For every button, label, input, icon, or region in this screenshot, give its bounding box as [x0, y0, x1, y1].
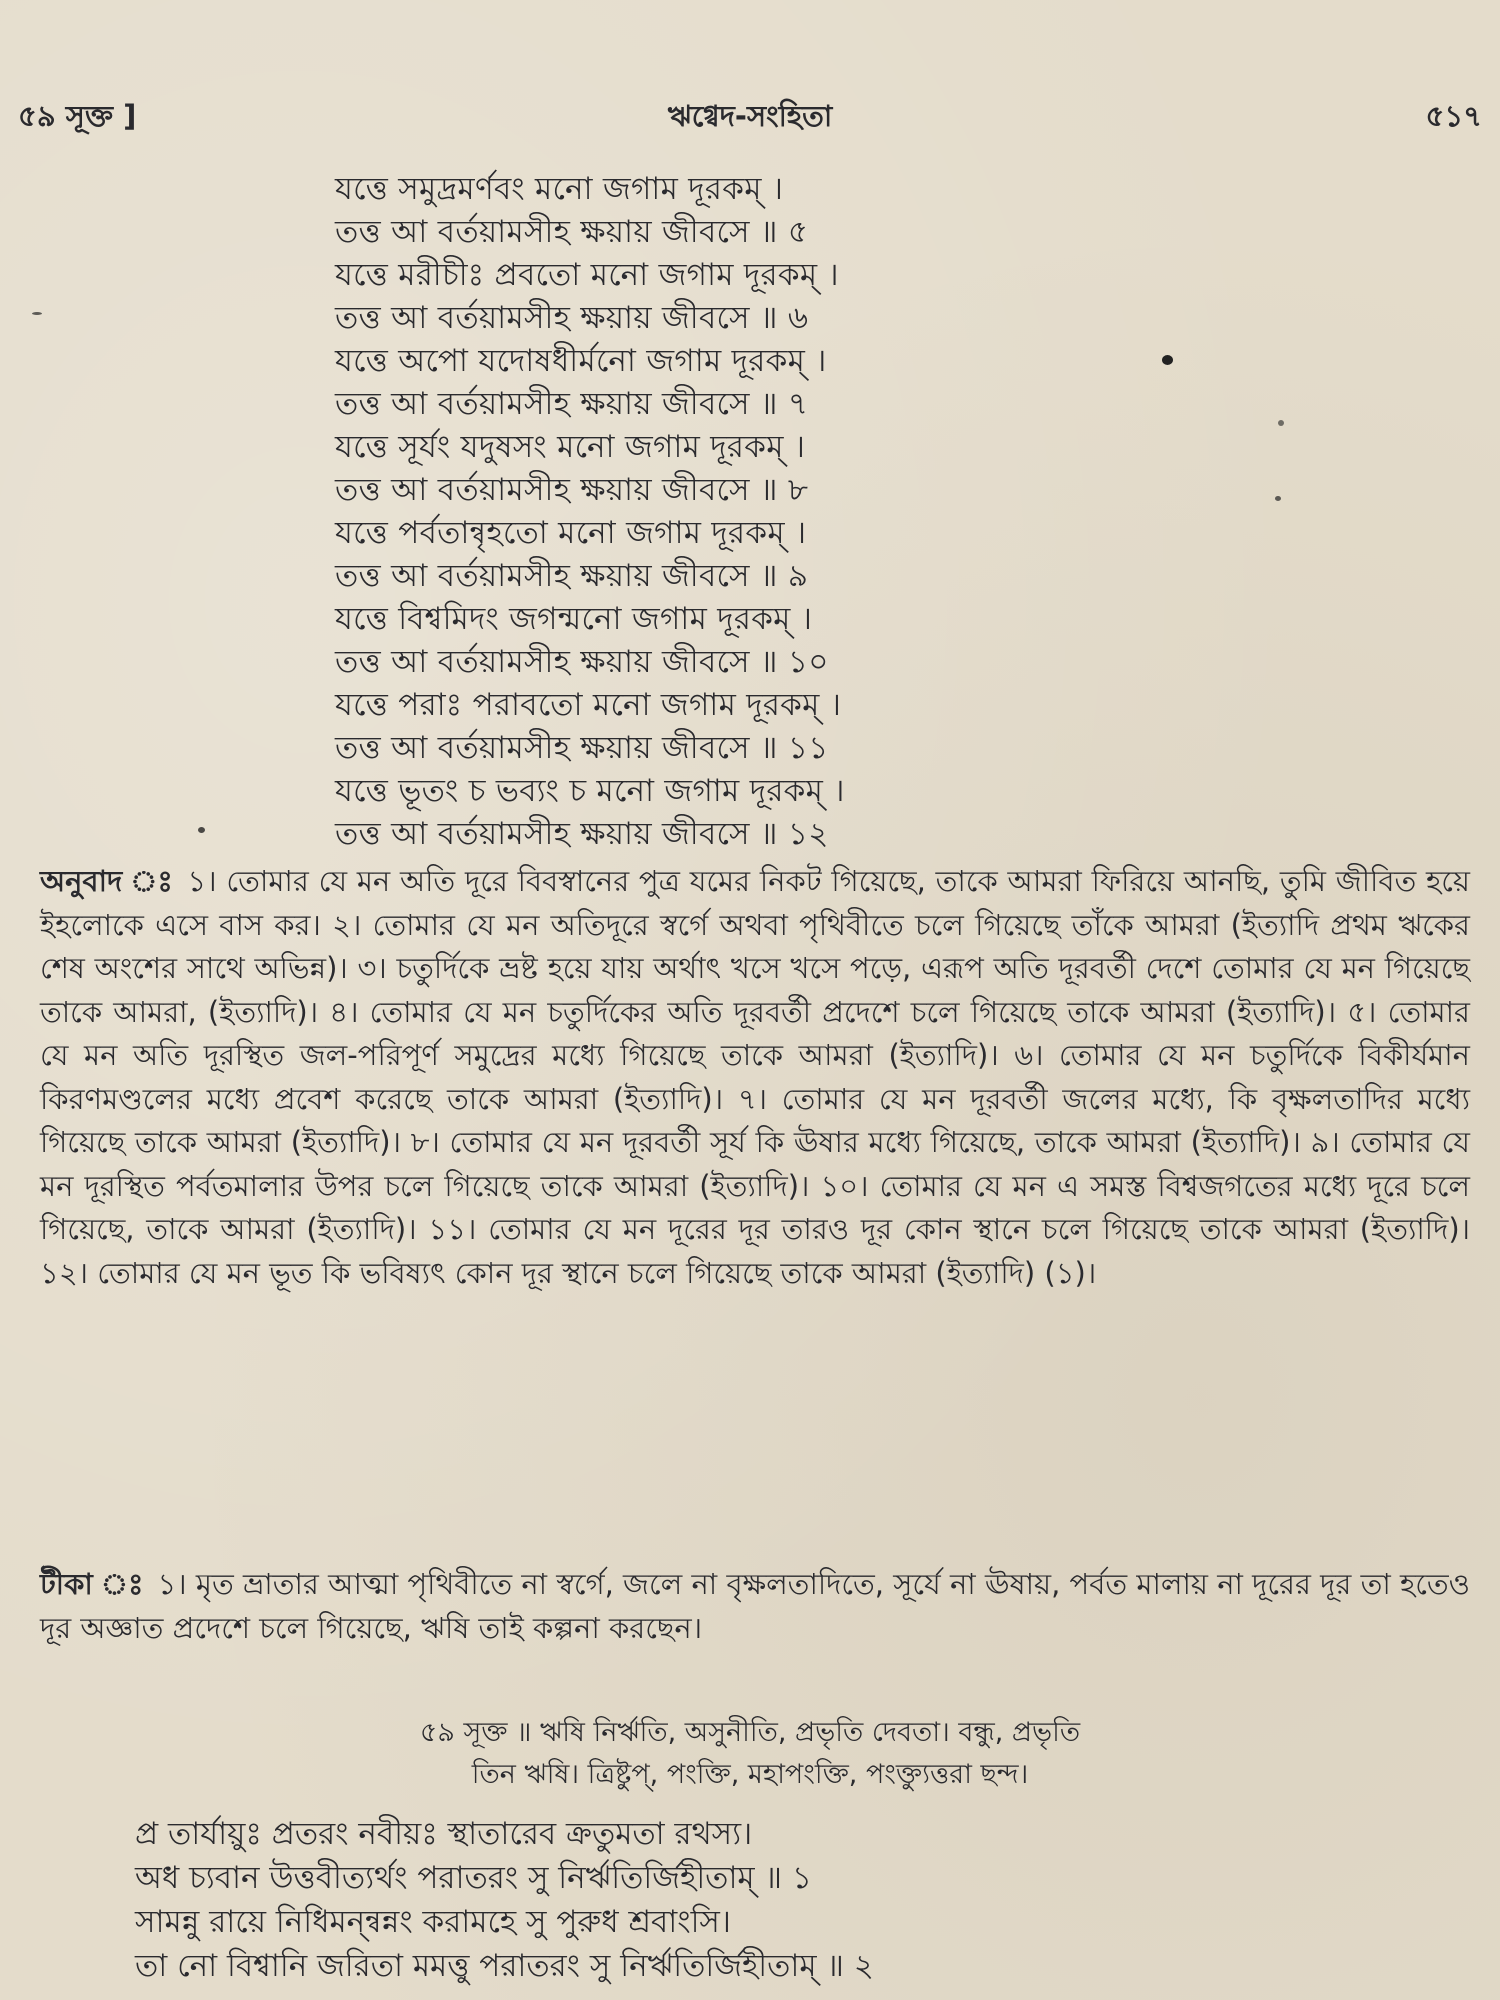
running-header	[18, 88, 1482, 138]
verse-line: যত্তে পরাঃ পরাবতো মনো জগাম দূরকম্ ।	[335, 687, 842, 723]
translation-label: অনুবাদ ঃ	[40, 864, 174, 898]
ink-speck	[32, 312, 42, 315]
verse-line: তত্ত আ বর্তয়ামসীহ ক্ষয়ায় জীবসে ॥ ৫	[335, 214, 809, 250]
ink-speck	[198, 827, 205, 833]
mantra-line: প্র তার্যায়ুঃ প্রতরং নবীয়ঃ স্থাতারেব ক্রতুমতা রথস্য।	[135, 1816, 753, 1852]
verse-line: তত্ত আ বর্তয়ামসীহ ক্ষয়ায় জীবসে ॥ ১০	[335, 644, 829, 680]
verse-line: তত্ত আ বর্তয়ামসীহ ক্ষয়ায় জীবসে ॥ ৭	[335, 386, 809, 422]
sukta-info	[0, 1712, 1500, 1796]
mantra-line: অধ চ্যবান উত্তবীত্যর্থং পরাতরং সু নির্ঋতির্জিহীতাম্ ॥ ১	[135, 1860, 813, 1896]
ink-speck	[1275, 496, 1281, 501]
mantra-block	[135, 1812, 1435, 1988]
sukta-info-line: ৫৯ সূক্ত ॥ ঋষি নির্ঋতি, অসুনীতি, প্রভৃতি দেবতা। বন্ধু, প্রভৃতি	[419, 1717, 1081, 1748]
verse-line: যত্তে পর্বতান্বৃহতো মনো জগাম দূরকম্ ।	[335, 515, 807, 551]
verse-line: তত্ত আ বর্তয়ামসীহ ক্ষয়ায় জীবসে ॥ ৯	[335, 558, 809, 594]
verse-line: তত্ত আ বর্তয়ামসীহ ক্ষয়ায় জীবসে ॥ ১২	[335, 816, 829, 852]
mantra-line: সামন্নু রায়ে নিধিমন্ন্বন্নং করামহে সু পুরুধ শ্রবাংসি।	[135, 1904, 731, 1940]
verse-block	[335, 168, 1185, 856]
verse-line: তত্ত আ বর্তয়ামসীহ ক্ষয়ায় জীবসে ॥ ১১	[335, 730, 829, 766]
sukta-reference: ৫৯ সূক্ত ]	[18, 99, 137, 133]
commentary-text: ১। মৃত ভ্রাতার আত্মা পৃথিবীতে না স্বর্গে, জলে না বৃক্ষলতাদিতে, সূর্যে না ঊষায়, পর্বত মালায় না দূরের দূর তা হতেও দূর অজ্ঞাত প্রদেশে চলে গিয়েছে, ঋষি তাই কল্পনা করছেন।	[40, 1567, 1470, 1645]
verse-line: যত্তে বিশ্বমিদং জগন্মনো জগাম দূরকম্ ।	[335, 601, 813, 637]
verse-line: যত্তে অপো যদোষধীর্মনো জগাম দূরকম্ ।	[335, 343, 827, 379]
commentary-paragraph	[40, 1563, 1470, 1650]
ink-speck	[1278, 420, 1284, 426]
translation-text: ১। তোমার যে মন অতি দূরে বিবস্বানের পুত্র যমের নিকট গিয়েছে, তাকে আমরা ফিরিয়ে আনছি, তুমি জীবিত হয়ে ইহলোকে এসে বাস কর। ২। তোমার যে মন অতিদূরে স্বর্গে অথবা পৃথিবীতে চলে গিয়েছে তাঁকে আমরা (ইত্যাদি প্রথম ঋকের শেষ অংশের সাথে অভিন্ন)। ৩। চতুর্দিকে ভ্রষ্ট হয়ে যায় অর্থাৎ খসে খসে পড়ে, এরূপ অতি দূরবর্তী দেশে তোমার যে মন গিয়েছে তাকে আমরা, (ইত্যাদি)। ৪। তোমার যে মন চতুর্দিকের অতি দূরবর্তী প্রদেশে চলে গিয়েছে তাকে আমরা (ইত্যাদি)। ৫। তোমার যে মন অতি দূরস্থিত জল-পরিপূর্ণ সমুদ্রের মধ্যে গিয়েছে তাকে আমরা (ইত্যাদি)। ৬। তোমার যে মন চতুর্দিকে বিকীর্যমান কিরণমণ্ডলের মধ্যে প্রবেশ করেছে তাকে আমরা (ইত্যাদি)। ৭। তোমার যে মন দূরবর্তী জলের মধ্যে, কি বৃক্ষলতাদির মধ্যে গিয়েছে তাকে আমরা (ইত্যাদি)। ৮। তোমার যে মন দূরবর্তী সূর্য কি ঊষার মধ্যে গিয়েছে, তাকে আমরা (ইত্যাদি)। ৯। তোমার যে মন দূরস্থিত পর্বতমালার উপর চলে গিয়েছে তাকে আমরা (ইত্যাদি)। ১০। তোমার যে মন এ সমস্ত বিশ্বজগতের মধ্যে দূরে চলে গিয়েছে, তাকে আমরা (ইত্যাদি)। ১১। তোমার যে মন দূরের দূর তারও দূর কোন স্থানে চলে গিয়েছে তাকে আমরা (ইত্যাদি)। ১২। তোমার যে মন ভূত কি ভবিষ্যৎ কোন দূর স্থানে চলে গিয়েছে তাকে আমরা (ইত্যাদি) (১)।	[40, 864, 1470, 1290]
verse-line: তত্ত আ বর্তয়ামসীহ ক্ষয়ায় জীবসে ॥ ৮	[335, 472, 809, 508]
verse-line: যত্তে সমুদ্রমর্ণবং মনো জগাম দূরকম্ ।	[335, 171, 784, 207]
translation-paragraph	[40, 860, 1470, 1295]
sukta-info-line: তিন ঋষি। ত্রিষ্টুপ্, পংক্তি, মহাপংক্তি, পংক্ত্যুত্তরা ছন্দ।	[471, 1759, 1029, 1790]
verse-line: যত্তে মরীচীঃ প্রবতো মনো জগাম দূরকম্ ।	[335, 257, 839, 293]
commentary-label: টীকা ঃ	[40, 1567, 144, 1601]
book-title: ঋগ্বেদ-সংহিতা	[667, 99, 833, 133]
ink-speck	[1162, 355, 1173, 365]
mantra-line: তা নো বিশ্বানি জরিতা মমত্তু পরাতরং সু নির্ঋতির্জিহীতাম্ ॥ ২	[135, 1948, 874, 1984]
verse-line: যত্তে সূর্যং যদুষসং মনো জগাম দূরকম্ ।	[335, 429, 806, 465]
verse-line: যত্তে ভূতং চ ভব্যং চ মনো জগাম দূরকম্ ।	[335, 773, 845, 809]
verse-line: তত্ত আ বর্তয়ামসীহ ক্ষয়ায় জীবসে ॥ ৬	[335, 300, 809, 336]
page-number: ৫১৭	[1425, 99, 1482, 133]
